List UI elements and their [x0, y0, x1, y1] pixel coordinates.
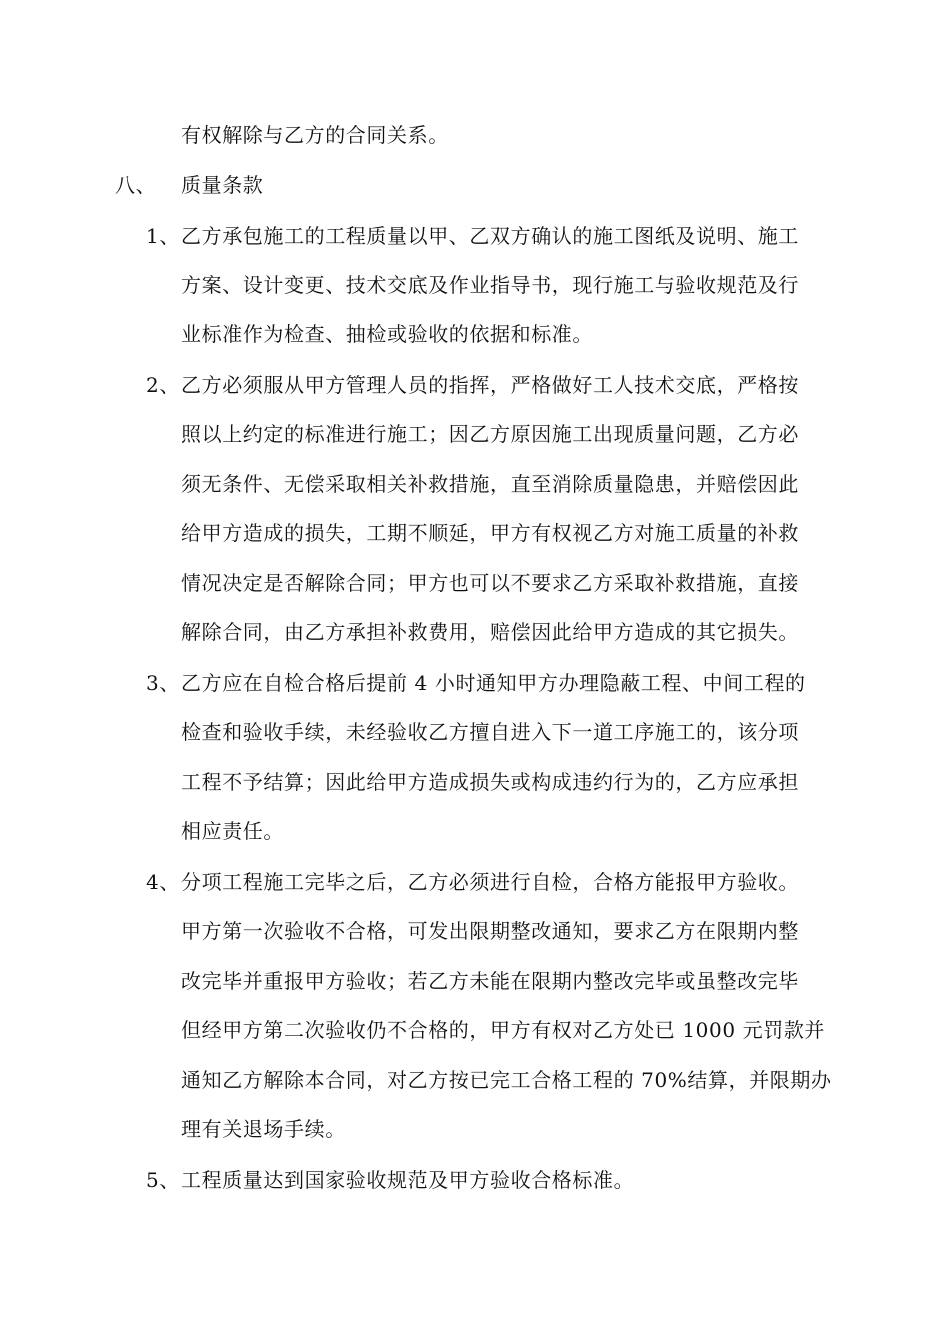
- item-2-line-2: 照以上约定的标准进行施工；因乙方原因施工出现质量问题，乙方必: [181, 422, 799, 446]
- item-2-number: 2、: [146, 373, 180, 397]
- item-2-line-6: 解除合同，由乙方承担补救费用，赔偿因此给甲方造成的其它损失。: [181, 620, 799, 644]
- intro-line: 有权解除与乙方的合同关系。: [181, 123, 449, 147]
- item-2-line-1: 乙方必须服从甲方管理人员的指挥，严格做好工人技术交底，严格按: [181, 373, 799, 397]
- item-2-line-3: 须无条件、无偿采取相关补救措施，直至消除质量隐患，并赔偿因此: [181, 472, 799, 496]
- item-2-line-4: 给甲方造成的损失，工期不顺延，甲方有权视乙方对施工质量的补救: [181, 521, 799, 545]
- item-4-line-3: 改完毕并重报甲方验收；若乙方未能在限期内整改完毕或虽整改完毕: [181, 969, 799, 993]
- item-1-number: 1、: [146, 224, 180, 248]
- item-4-line-6: 理有关退场手续。: [181, 1117, 346, 1141]
- section-title: 质量条款: [181, 173, 264, 197]
- item-5-line-1: 工程质量达到国家验收规范及甲方验收合格标准。: [181, 1168, 635, 1192]
- item-4-number: 4、: [146, 870, 180, 894]
- item-3-number: 3、: [146, 671, 180, 695]
- item-1-line-2: 方案、设计变更、技术交底及作业指导书，现行施工与验收规范及行: [181, 273, 799, 297]
- item-1-line-3: 业标准作为检查、抽检或验收的依据和标准。: [181, 322, 593, 346]
- section-number: 八、: [115, 173, 157, 197]
- item-5-number: 5、: [146, 1168, 180, 1192]
- item-4-line-1: 分项工程施工完毕之后，乙方必须进行自检，合格方能报甲方验收。: [181, 870, 799, 894]
- item-4-line-4: 但经甲方第二次验收仍不合格的，甲方有权对乙方处已 1000 元罚款并: [181, 1018, 826, 1042]
- item-3-line-2: 检查和验收手续，未经验收乙方擅自进入下一道工序施工的，该分项: [181, 720, 799, 744]
- item-4-line-2: 甲方第一次验收不合格，可发出限期整改通知，要求乙方在限期内整: [181, 919, 799, 943]
- item-4-line-5: 通知乙方解除本合同，对乙方按已完工合格工程的 70%结算，并限期办: [181, 1068, 832, 1092]
- item-2-line-5: 情况决定是否解除合同；甲方也可以不要求乙方采取补救措施，直接: [181, 571, 799, 595]
- item-3-line-1: 乙方应在自检合格后提前 4 小时通知甲方办理隐蔽工程、中间工程的: [181, 671, 806, 695]
- item-1-line-1: 乙方承包施工的工程质量以甲、乙双方确认的施工图纸及说明、施工: [181, 224, 799, 248]
- item-3-line-3: 工程不予结算；因此给甲方造成损失或构成违约行为的，乙方应承担: [181, 770, 799, 794]
- item-3-line-4: 相应责任。: [181, 819, 284, 843]
